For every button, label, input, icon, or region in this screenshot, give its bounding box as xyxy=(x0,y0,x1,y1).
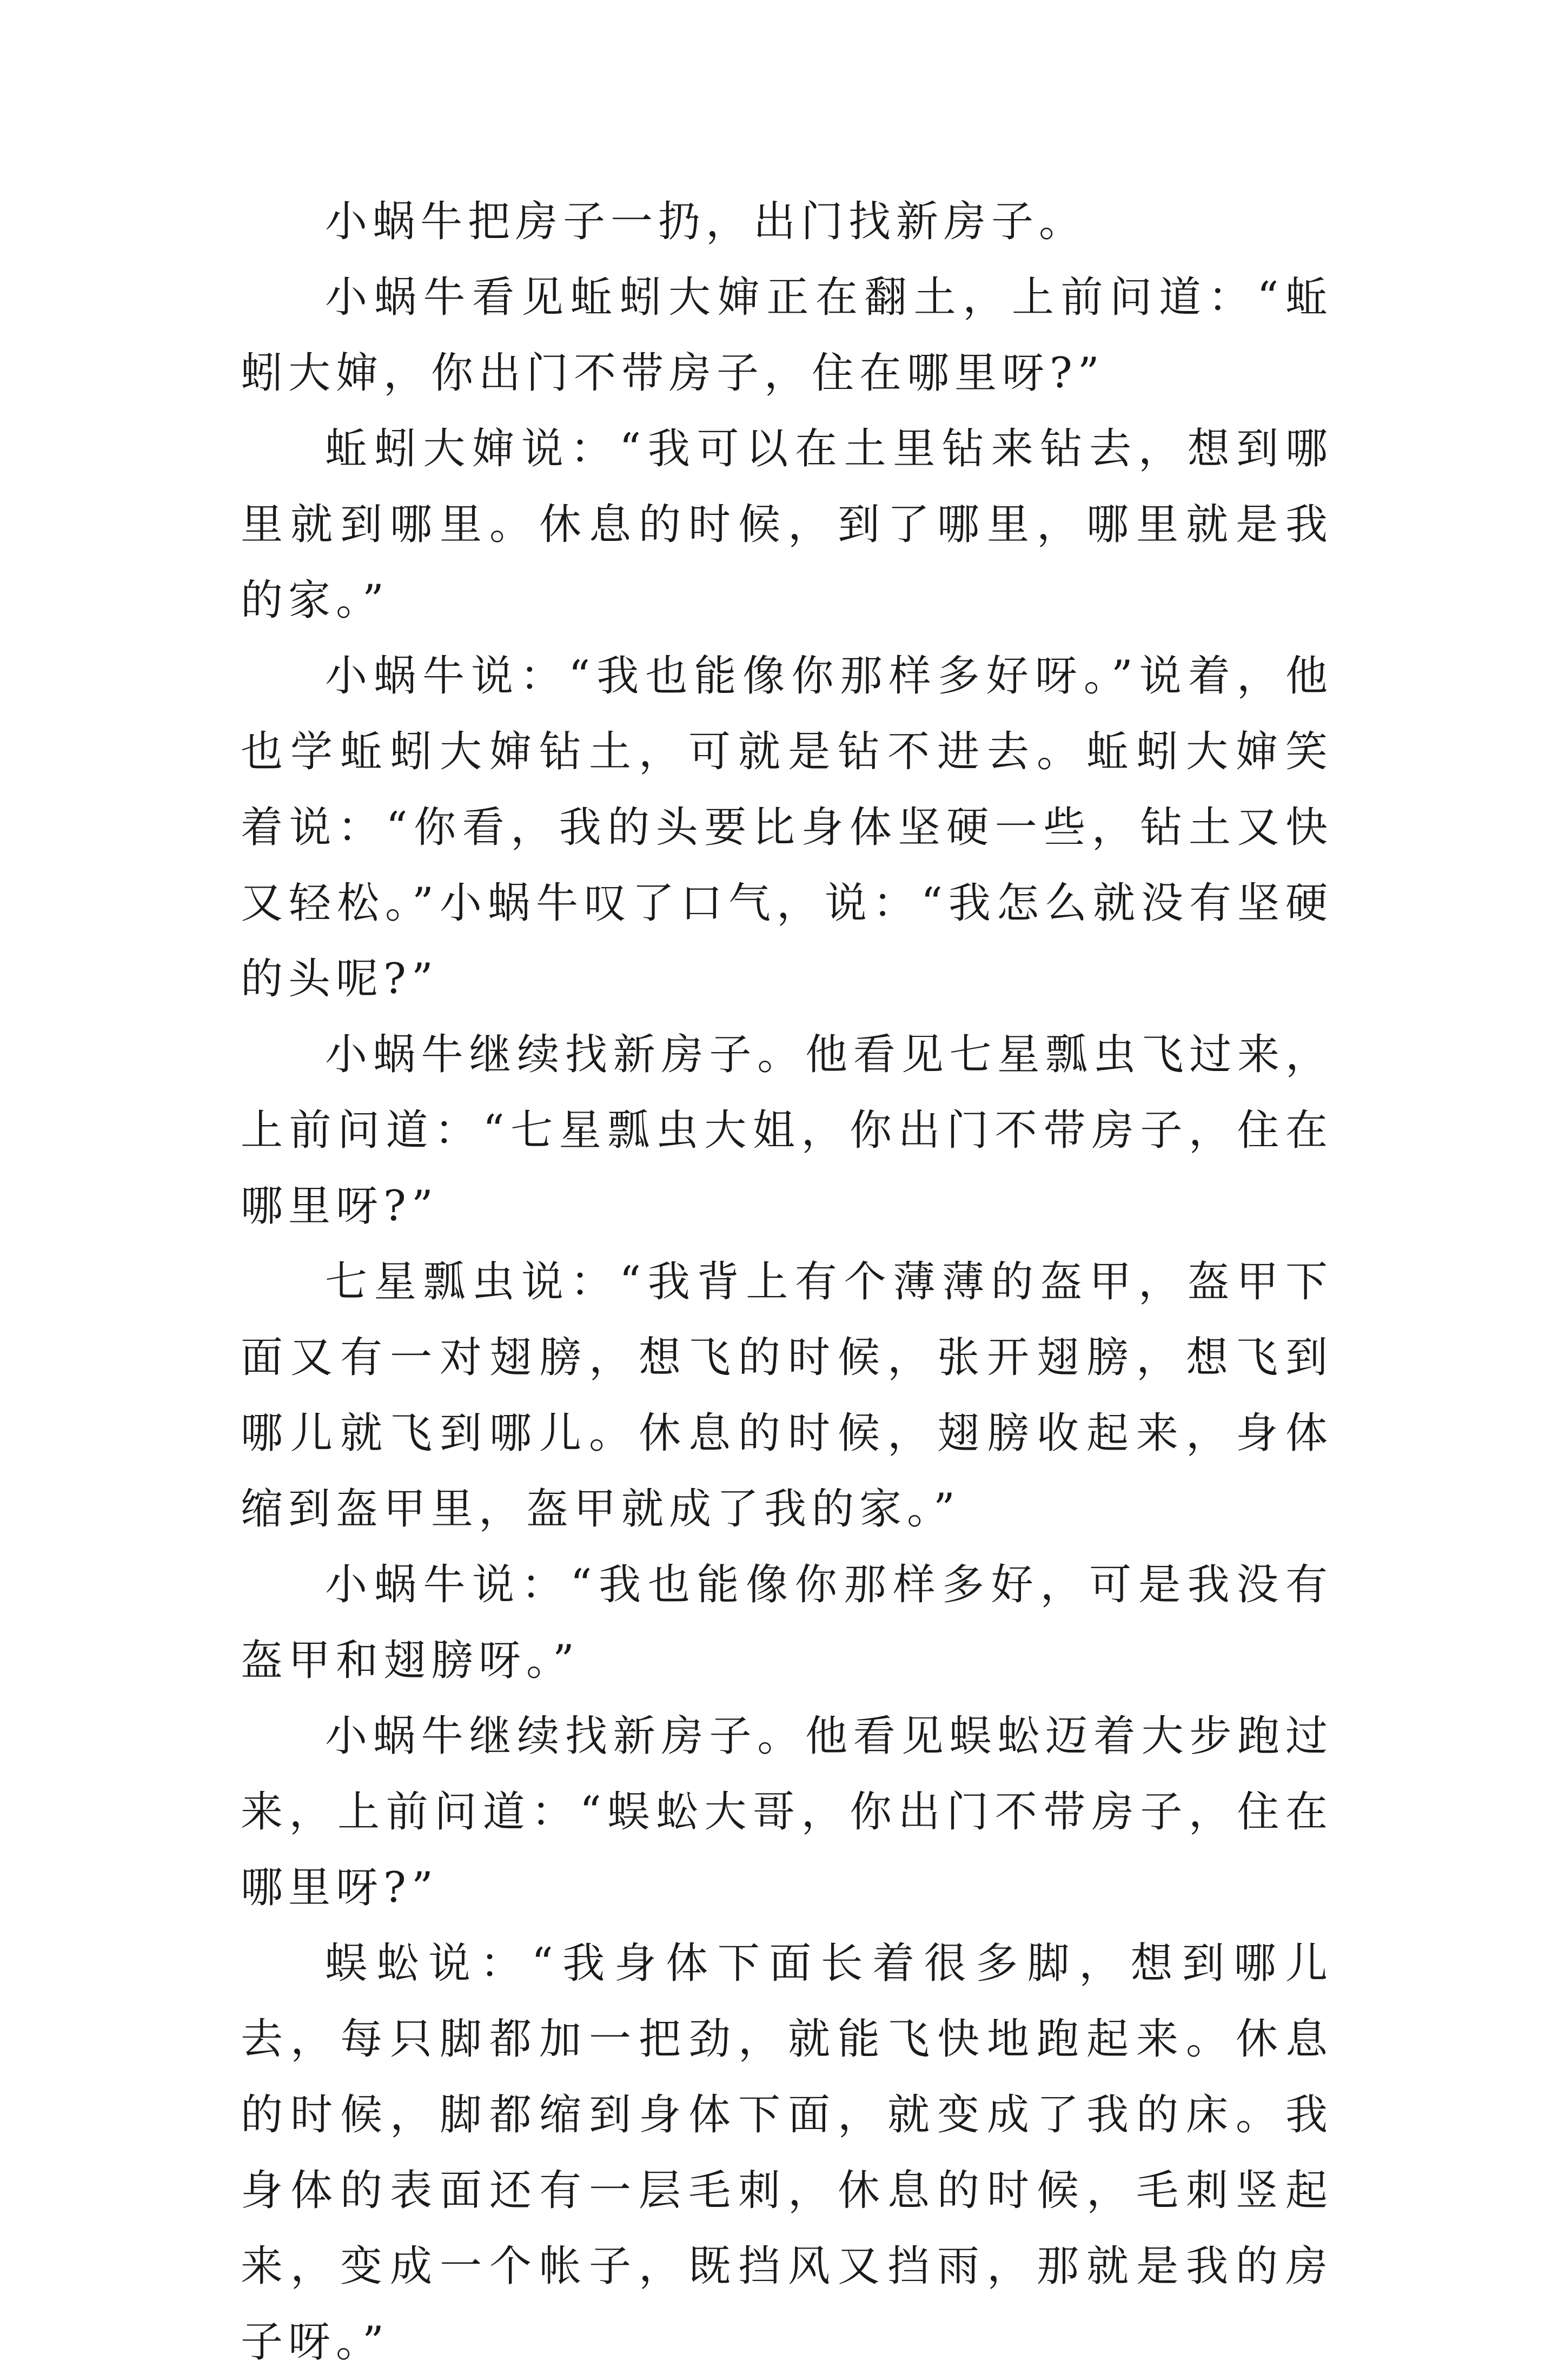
paragraph-8: 小蜗牛继续找新房子。他看见蜈蚣迈着大步跑过来，上前问道：“蜈蚣大哥，你出门不带房子，住在哪里呀?” xyxy=(241,1712,1333,1912)
paragraph-3: 蚯蚓大婶说：“我可以在土里钻来钻去，想到哪里就到哪里。休息的时候，到了哪里，哪里就是我的家。” xyxy=(241,425,1333,625)
paragraph-1: 小蜗牛把房子一扔，出门找新房子。 xyxy=(325,197,1087,246)
paragraph-2: 小蜗牛看见蚯蚓大婶正在翻土，上前问道：“蚯蚓大婶，你出门不带房子，住在哪里呀?” xyxy=(241,273,1333,398)
paragraph-5: 小蜗牛继续找新房子。他看见七星瓢虫飞过来，上前问道：“七星瓢虫大姐，你出门不带房子，住在哪里呀?” xyxy=(241,1030,1333,1231)
paragraph-7: 小蜗牛说：“我也能像你那样多好，可是我没有盔甲和翅膀呀。” xyxy=(241,1561,1333,1685)
paragraph-9: 蜈蚣说：“我身体下面长着很多脚，想到哪儿去，每只脚都加一把劲，就能飞快地跑起来。休息的时候，脚都缩到身体下面，就变成了我的床。我身体的表面还有一层毛刺，休息的时候，毛刺竖起来，变成一个帐子，既挡风又挡雨，那就是我的房子呀。” xyxy=(241,1939,1333,2366)
story-text xyxy=(241,184,1333,2380)
paragraph-6: 七星瓢虫说：“我背上有个薄薄的盔甲，盔甲下面又有一对翅膀，想飞的时候，张开翅膀，想飞到哪儿就飞到哪儿。休息的时候，翅膀收起来，身体缩到盔甲里，盔甲就成了我的家。” xyxy=(241,1258,1333,1533)
paragraph-4: 小蜗牛说：“我也能像你那样多好呀。”说着，他也学蚯蚓大婶钻土，可就是钻不进去。蚯蚓大婶笑着说：“你看，我的头要比身体坚硬一些，钻土又快又轻松。”小蜗牛叹了口气，说：“我怎么就没有坚硬的头呢?” xyxy=(241,652,1333,1003)
